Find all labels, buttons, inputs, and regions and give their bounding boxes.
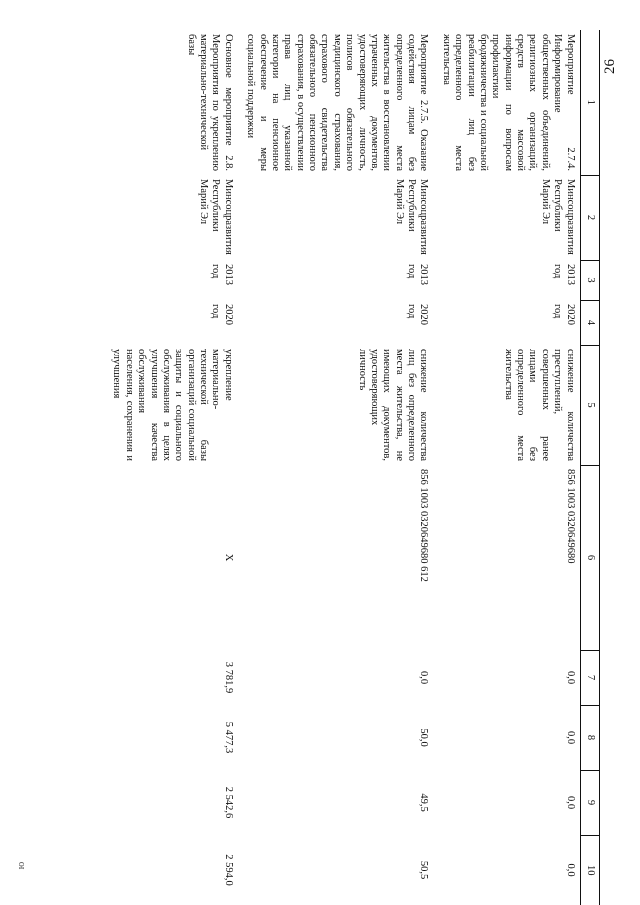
expected-result: укрепление материально-технической базы организаций социальной защиты и социального обслуживания в целях улучшения качества обслуживания населения, сохранения и улучшения	[111, 349, 234, 461]
column-header: 9	[580, 770, 599, 835]
page-number: 26	[602, 59, 618, 74]
column-header: 6	[580, 465, 599, 650]
rotated-table-container	[112, 30, 600, 905]
executor: Минсоцразвития Республики Марий Эл	[393, 179, 430, 255]
program-table	[104, 30, 600, 905]
value-col7: 0,0	[418, 670, 430, 685]
executor: Минсоцразвития Республики Марий Эл	[539, 179, 576, 255]
table-row	[238, 30, 434, 905]
value-col7: 3 781,9	[222, 661, 234, 694]
end-year: 2020 год	[210, 304, 234, 325]
value-col10: 0,0	[564, 863, 576, 877]
column-header: 1	[580, 30, 599, 175]
table-row	[434, 30, 581, 905]
column-header: 2	[580, 175, 599, 260]
budget-code: 856 1003 0320649680 612	[418, 469, 430, 582]
value-col7: 0,0	[564, 670, 576, 685]
value-col9: 0,0	[564, 795, 576, 810]
value-col10: 2 594,0	[222, 854, 234, 886]
expected-result: снижение количества преступлений, совершенных ранее лицами без определенного места жительства	[502, 349, 576, 461]
start-year: 2013 год	[552, 264, 576, 285]
expected-result: снижение количества лиц без определенного места жительства, не имеющих документов, удостоверяющих личность	[356, 349, 430, 461]
column-header: 8	[580, 705, 599, 770]
executor: Минсоцразвития Республики Марий Эл	[198, 179, 234, 255]
column-header: 3	[580, 260, 599, 300]
column-header: 4	[580, 300, 599, 345]
column-header: 5	[580, 345, 599, 465]
end-year: 2020 год	[552, 304, 576, 325]
margin-mark: ю	[16, 861, 28, 870]
column-header: 7	[580, 650, 599, 705]
measure-name: Мероприятие 2.7.5. Оказание содействия лицам без определенного места жительства в восстановлении утраченных документов, удостоверяющих личность, полисов обязательного медицинского страхования, страхового свидетельства обязательного пенсионного страхования, в осуществлении права лиц указанной категории на пенсионное обеспечение и меры социальной поддержки	[245, 34, 430, 171]
table-header-row	[580, 30, 599, 905]
value-col9: 49,5	[418, 793, 430, 812]
column-header: 10	[580, 835, 599, 905]
budget-code: X	[222, 553, 234, 562]
budget-code: 856 1003 0320649680	[564, 469, 576, 564]
measure-name: Мероприятие 2.7.4. Информирование общественных объединений, религиозных организаций, средств массовой информации по вопросам профилактики бродяжничества и социальной реабилитации лиц без определенного места жительства	[440, 34, 576, 171]
value-col8: 5 477,3	[222, 721, 234, 754]
value-col10: 50,5	[418, 860, 430, 880]
start-year: 2013 год	[210, 264, 234, 285]
end-year: 2020 год	[406, 304, 430, 325]
table-row	[104, 30, 238, 905]
value-col8: 50,0	[418, 728, 430, 747]
measure-name: Основное мероприятие 2.8. Мероприятия по укреплению материально-технической базы	[185, 34, 234, 171]
value-col8: 0,0	[564, 730, 576, 745]
start-year: 2013 год	[406, 264, 430, 285]
value-col9: 2 542,6	[222, 786, 234, 819]
